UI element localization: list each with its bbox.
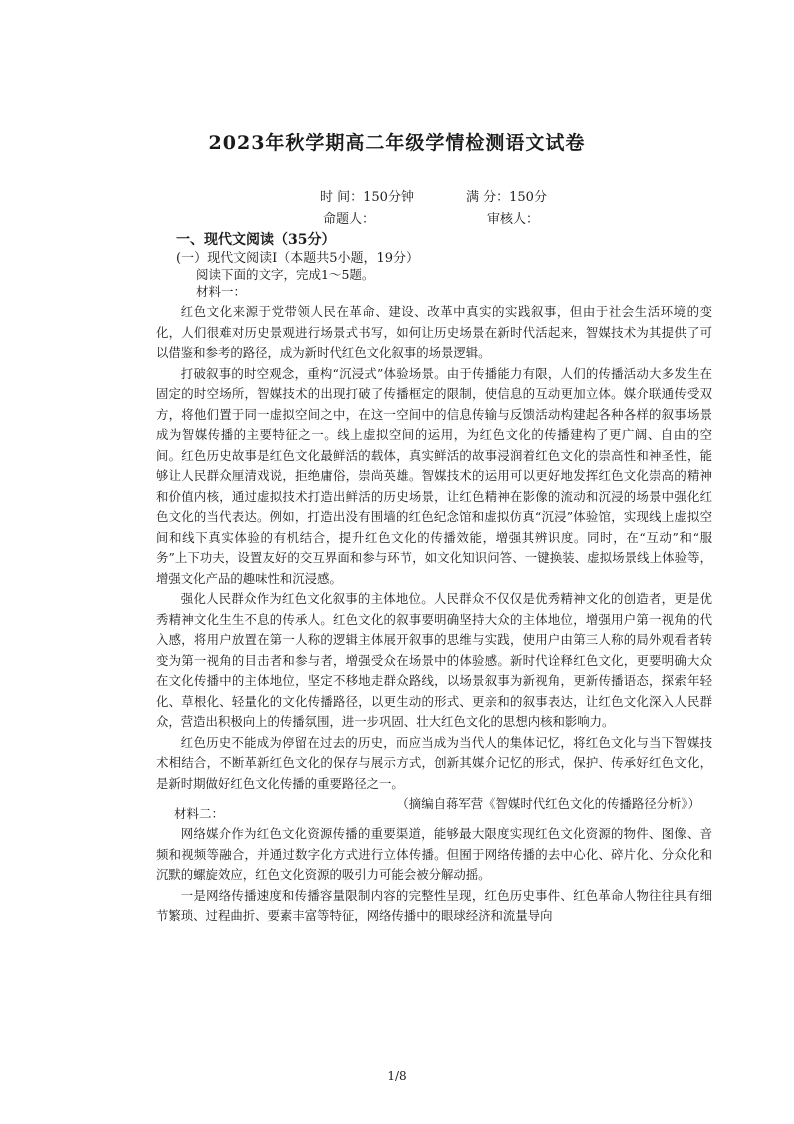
material2-paragraph: 网络媒介作为红色文化资源传播的重要渠道，能够最大限度实现红色文化资源的物件、图像、音频和视频等融合，并通过数字化方式进行立体传播。但囿于网络传播的去中心化、碎片化、分众化和沉默的螺旋效应，红色文化资源的吸引力可能会被分解动摇。 — [156, 826, 712, 882]
section-heading: 一、现代文阅读（35分） — [176, 232, 336, 248]
reading-instruction: 阅读下面的文字，完成1～5题。 — [196, 267, 375, 282]
exam-title: 2023年秋学期高二年级学情检测语文试卷 — [208, 132, 586, 154]
section-subheading: (一）现代文阅读Ⅰ（本题共5小题，19分） — [176, 251, 420, 266]
exam-score: 满 分：150分 — [466, 190, 547, 205]
exam-author: 命题人： — [323, 212, 376, 227]
page-number: 1/8 — [387, 1069, 407, 1083]
material1-body — [156, 302, 712, 815]
material1-paragraph: 红色文化来源于党带领人民在革命、建设、改革中真实的实践叙事，但由于社会生活环境的变化，人们很难对历史景观进行场景式书写，如何让历史场景在新时代活起来，智媒技术为其提供了可以借鉴和参考的路径，成为新时代红色文化叙事的场景逻辑。 — [156, 304, 712, 360]
material1-label: 材料一： — [196, 284, 247, 299]
exam-time: 时 间：150分钟 — [320, 190, 414, 205]
material1-paragraph: 打破叙事的时空观念，重构“沉浸式”体验场景。由于传播能力有限，人们的传播活动大多发生在固定的时空场所，智媒技术的出现打破了传播框定的限制，使信息的互动更加立体。媒介联通传受双方，将他们置于同一虚拟空间之中，在这一空间中的信息传输与反馈活动构建起各种各样的叙事场景成为智媒传播的主要特征之一。线上虚拟空间的运用，为红色文化的传播建构了更广阔、自由的空间。红色历史故事是红色文化最鲜活的载体，真实鲜活的故事浸润着红色文化的崇高性和神圣性，能够让人民群众厘清戏说，拒绝庸俗，崇尚英雄。智媒技术的运用可以更好地发挥红色文化崇高的精神和价值内核，通过虚拟技术打造出鲜活的历史场景，让红色精神在影像的流动和沉浸的场景中强化红色文化的当代表达。例如，打造出没有围墙的红色纪念馆和虚拟仿真“沉浸”体验馆，实现线上虚拟空间和线下真实体验的有机结合，提升红色文化的传播效能，增强其辨识度。同时，在“互动”和“服务”上下功夫，设置友好的交互界面和参与环节，如文化知识问答、一键换装、虚拟场景线上体验等，增强文化产品的趣味性和沉浸感。 — [156, 365, 712, 586]
material1-paragraph: 强化人民群众作为红色文化叙事的主体地位。人民群众不仅仅是优秀精神文化的创造者，更是优秀精神文化生生不息的传承人。红色文化的叙事要明确坚持大众的主体地位，增强用户第一视角的代入感，将用户放置在第一人称的逻辑主体展开叙事的思维与实践，使用户由第三人称的局外观看者转变为第一视角的目击者和参与者，增强受众在场景中的体验感。新时代诠释红色文化，更要明确大众在文化传播中的主体地位，坚定不移地走群众路线，以场景叙事为新视角，更新传播语态，探索年轻化、草根化、轻量化的文化传播路径，以更生动的形式、更亲和的叙事表达，让红色文化深入人民群众，营造出积极向上的传播氛围，进一步巩固、壮大红色文化的思想内核和影响力。 — [156, 591, 712, 729]
material1-source: （摘编自蒋军营《智媒时代红色文化的传播路径分析》） — [396, 796, 700, 811]
material2-body — [156, 824, 712, 927]
material2-label: 材料二： — [174, 806, 225, 821]
material1-paragraph: 红色历史不能成为停留在过去的历史，而应当成为当代人的集体记忆，将红色文化与当下智媒技术相结合，不断革新红色文化的保存与展示方式，创新其媒介记忆的形式，保护、传承好红色文化，是新时期做好红色文化传播的重要路径之一。 — [156, 734, 712, 791]
material2-paragraph: 一是网络传播速度和传播容量限制内容的完整性呈现，红色历史事件、红色革命人物往往具有细节繁琐、过程曲折、要素丰富等特征，网络传播中的眼球经济和流量导向 — [156, 887, 712, 923]
exam-reviewer: 审核人： — [487, 212, 540, 227]
